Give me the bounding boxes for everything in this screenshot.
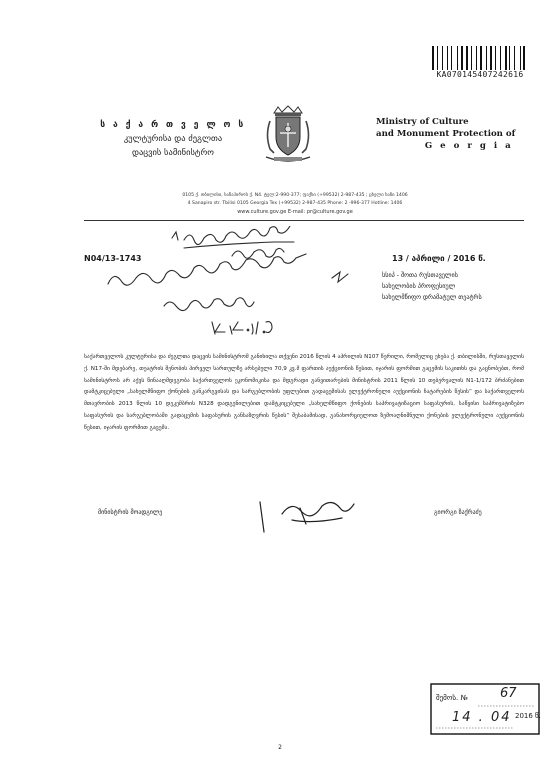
barcode-bar: [473, 46, 475, 70]
barcode-bar: [449, 46, 450, 70]
barcode-bar: [523, 46, 525, 70]
barcode-bar: [461, 46, 463, 70]
address-georgian: 0105 ქ. თბილისი, სანაპიროს ქ. N4. ტელ:2-990-377; ფაქსი (+99532) 2-987-435 ; ცხელი ხაზი 1406: [182, 193, 408, 198]
barcode-bar: [459, 46, 460, 70]
barcode-bar: [451, 46, 453, 70]
barcode-bar: [457, 46, 458, 70]
georgia-coat-of-arms-icon: [260, 105, 316, 165]
recipient-line1: სსიპ - შოთა რუსთაველის: [382, 272, 458, 279]
stamp-label: შემოს. №: [436, 694, 468, 702]
barcode-bar: [505, 46, 507, 70]
recipient-line3: სახელმწიფო დრამატულ თეატრს: [382, 294, 482, 301]
barcode-bar: [526, 46, 527, 70]
ministry-name-georgian: [88, 118, 258, 160]
barcode-bar: [469, 46, 470, 70]
barcode-bar: [447, 46, 448, 70]
incoming-stamp-box: [430, 683, 540, 735]
barcode-bar: [453, 46, 456, 70]
barcode-bar: [496, 46, 499, 70]
barcode-bar: [522, 46, 523, 70]
website-email: www.culture.gov.ge E-mail: pr@culture.gov.ge: [237, 209, 353, 215]
ministry-ka-line2: კულტურისა და ძეგლთა: [123, 134, 223, 144]
barcode-bar: [478, 46, 479, 70]
barcode-bar: [435, 46, 436, 70]
barcode-bar: [516, 46, 519, 70]
page-number: 2: [278, 744, 282, 751]
barcode-bar: [483, 46, 485, 70]
barcode-bar: [466, 46, 469, 70]
barcode-bar: [511, 46, 513, 70]
barcode-bar: [432, 46, 434, 70]
address-english: 4 Sanapiro str. Tbilisi 0105 Georgia Tex (+99532) 2-987-435 Phone: 2 -996-377 Hotline: 1406: [187, 201, 403, 206]
barcode-bar: [476, 46, 477, 70]
recipient-line2: სახელობის პროფესიულ: [382, 283, 456, 290]
reference-number: N04/13-1743: [84, 254, 142, 263]
barcode-bar: [437, 46, 438, 70]
barcode-bar: [520, 46, 521, 70]
barcode-bar: [490, 46, 492, 70]
barcode-bar: [480, 46, 483, 70]
ministry-en-line2: and Monument Protection of: [376, 129, 516, 139]
address-block: [150, 192, 440, 208]
stamp-number: 67: [500, 686, 517, 701]
barcode-bar: [464, 46, 465, 70]
handwritten-signature: [252, 494, 362, 534]
ministry-en-line1: Ministry of Culture: [376, 117, 469, 127]
barcode-bar: [444, 46, 446, 70]
barcode-bar: [502, 46, 504, 70]
barcode-bar: [442, 46, 443, 70]
ministry-name-english: [376, 116, 516, 152]
signatory-name: გიორგი ზაქრაძე: [434, 509, 482, 516]
barcode-bar: [488, 46, 489, 70]
barcode-bar: [514, 46, 515, 70]
ministry-ka-line3: დაცვის სამინისტრო: [132, 148, 214, 158]
letter-body: საქართველოს კულტურისა და ძეგლთა დაცვის სამინისტრომ განიხილა თქვენი 2016 წლის 4 აპრილის N107 წერილი, რომელიც ეხება ქ. თბილისში, რუსთაველის ქ. N17-ში მდებარე, თეატრის შენობის პირველ სართულზე არსებული 70,9 კვ.მ ფართის აუქციონის წესით, იჯარის ფორმით გაცემის საკითხს და გაცნობებთ, რომ სამინისტროს არ აქვს წინააღმდეგობა საქართველოს ეკონომიკისა და მდგრადი განვითარების მინისტრის 2011 წლის 10 თებერვალის N1-1/172 ბრძანებით დამტკიცებული „სახელმწიფო ქონების განკარგვისას და სარგებლობის უფლებით გადაცემისას ელექტრონული აუქციონის ჩატარების წესის“ და საქართველოს მთავრობის 2013 წლის 10 დეკემბრის N328 დადგენილებით დამტკიცებული „სახელმწიფო ქონების საპრივატიზაციო საფასურის, საწყისი საპრივატიზებო საფასურის და სარგებლობაში გადაცემის საფასურის განსაზღვრის წესის“ შესაბამისად, განახორციელოთ ზემოაღნიშნული ქონების ელექტრონული აუქციონის წესით, იჯარის ფორმით გაცემა.: [84, 354, 524, 431]
barcode-bar: [439, 46, 442, 70]
ministry-en-line3: G e o r g i a: [424, 141, 514, 151]
barcode-bar: [500, 46, 501, 70]
stamp-date: 14 . 04: [452, 710, 512, 725]
stamp-year: 2016 წ.: [515, 712, 541, 720]
header-divider: [84, 220, 524, 221]
barcode-bar: [486, 46, 487, 70]
barcode-bar: [493, 46, 494, 70]
barcode-bar: [508, 46, 509, 70]
signatory-title: მინისტრის მოადგილე: [98, 509, 163, 516]
handwritten-resolution: [100, 226, 370, 344]
barcode: [432, 46, 528, 70]
barcode-number: KA070145407242616: [436, 70, 524, 79]
ministry-ka-line1: ს ა ქ ა რ თ ვ ე ლ ო ს: [100, 120, 246, 130]
barcode-bar: [495, 46, 496, 70]
letter-date: 13 / აპრილი / 2016 წ.: [392, 254, 486, 263]
recipient-block: [382, 270, 522, 303]
barcode-bar: [509, 46, 510, 70]
barcode-bar: [471, 46, 472, 70]
